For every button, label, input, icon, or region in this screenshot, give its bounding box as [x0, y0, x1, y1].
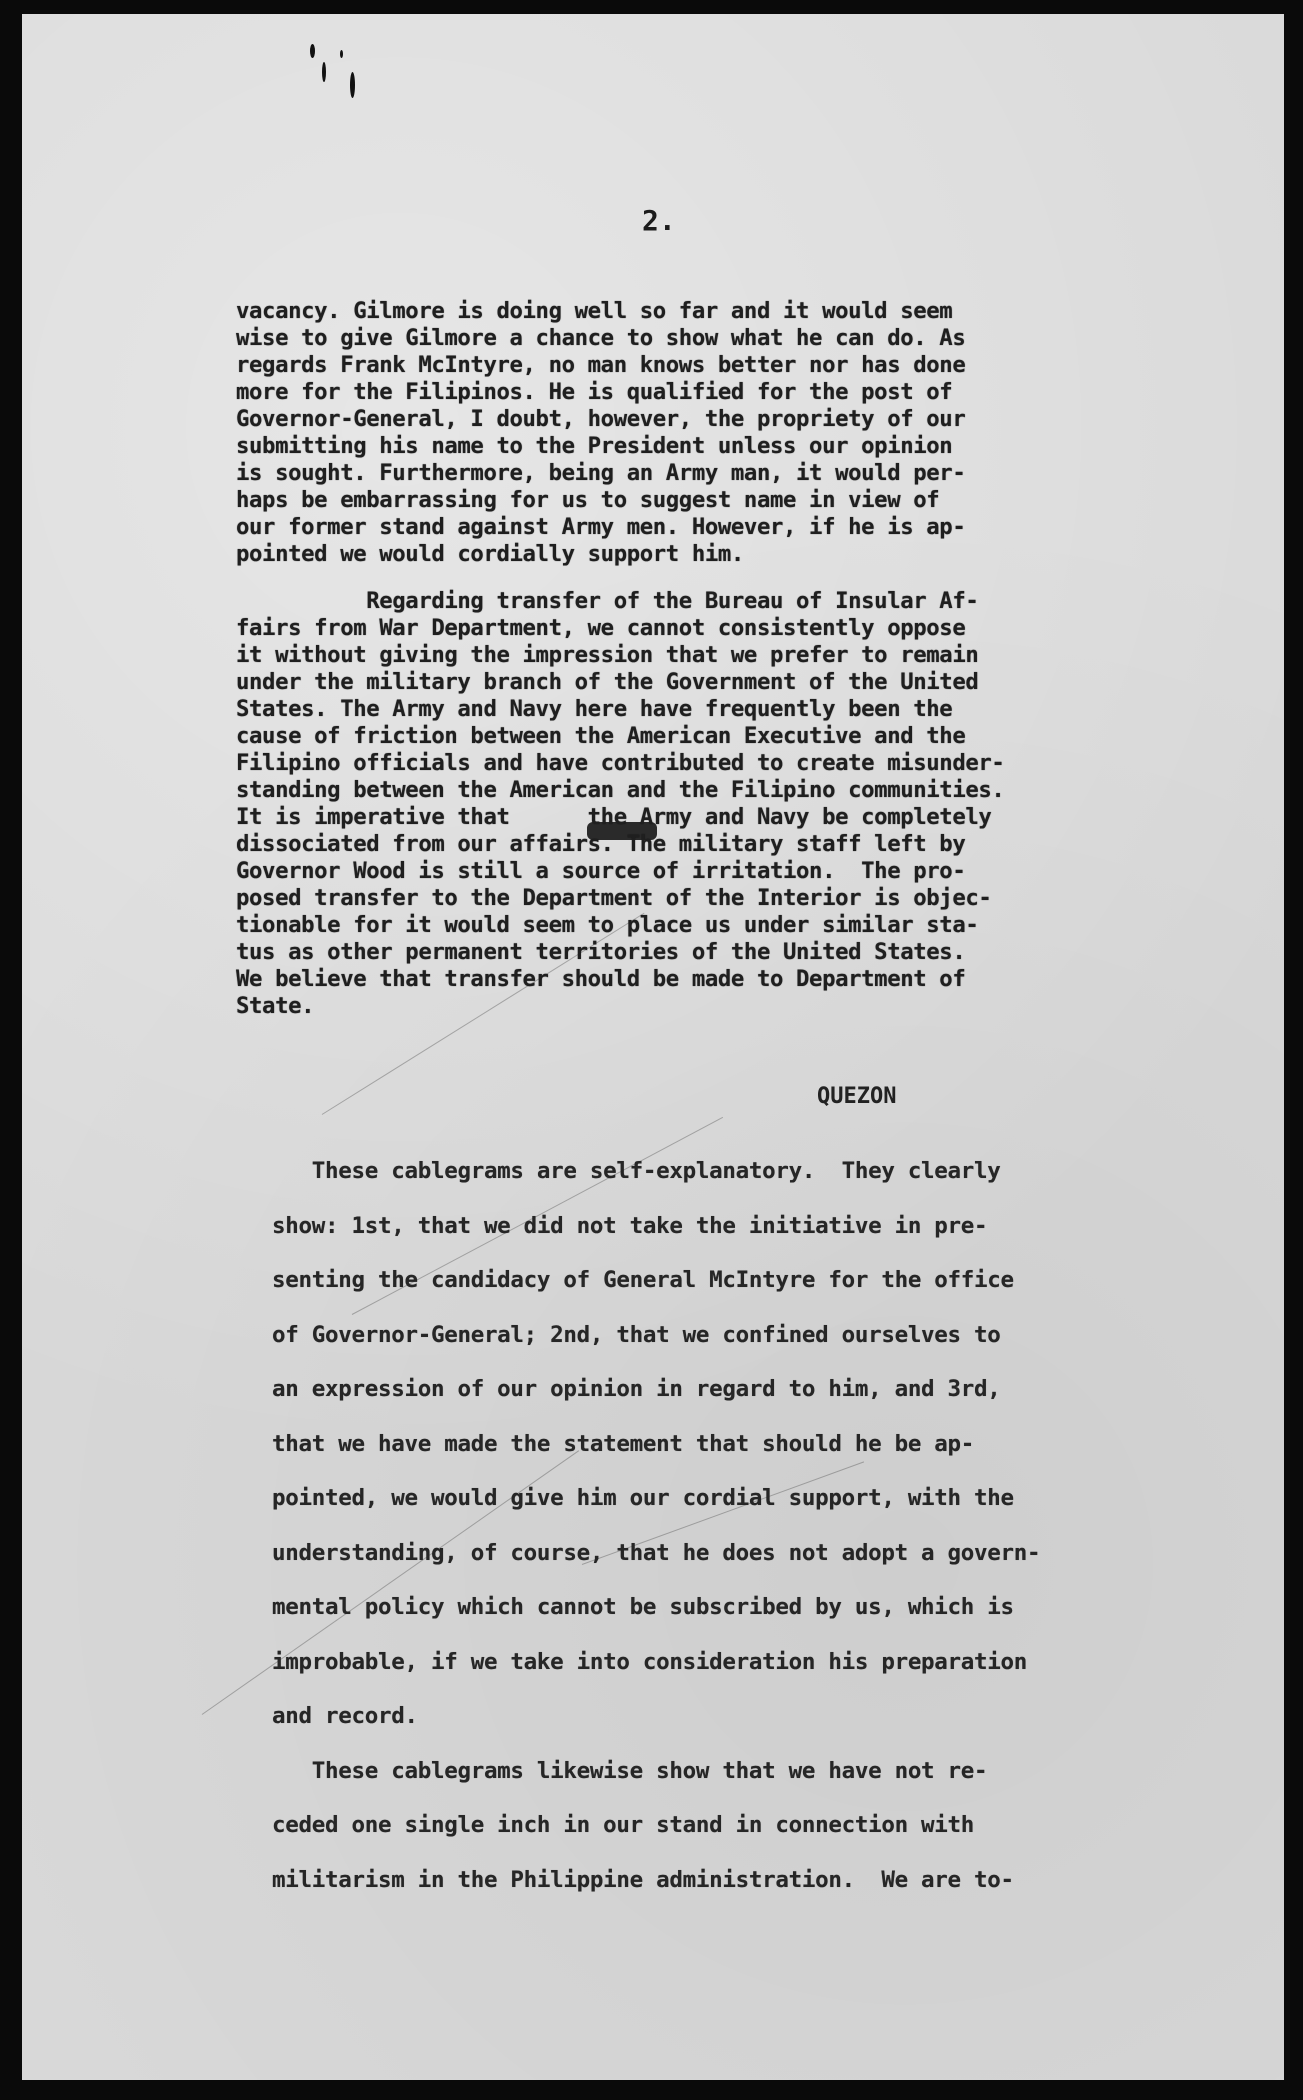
cable-line: more for the Filipinos. He is qualified for the post of	[236, 379, 953, 405]
ink-smudge	[310, 44, 315, 58]
cable-line: cause of friction between the American Executive and the	[236, 723, 966, 749]
page-number: 2.	[642, 204, 676, 237]
body-line: understanding, of course, that he does not adopt a govern-	[272, 1539, 1041, 1566]
document-page	[22, 14, 1284, 2080]
body-line: that we have made the statement that should he be ap-	[272, 1430, 975, 1457]
body-line: of Governor-General; 2nd, that we confined ourselves to	[272, 1321, 1001, 1348]
cable-line: State.	[236, 993, 315, 1019]
body-line: improbable, if we take into consideration his preparation	[272, 1648, 1028, 1675]
body-line: and record.	[272, 1703, 418, 1729]
cable-line: haps be embarrassing for us to suggest name in view of	[236, 487, 940, 513]
cable-line: Regarding transfer of the Bureau of Insular Af-	[236, 588, 979, 614]
cable-line: It is imperative that the Army and Navy be completely	[236, 804, 992, 830]
cable-line: tus as other permanent territories of the United States.	[236, 939, 966, 965]
cablegram-text	[236, 298, 1156, 1020]
cable-line: is sought. Furthermore, being an Army man, it would per-	[236, 460, 966, 486]
cable-line: pointed we would cordially support him.	[236, 541, 744, 567]
body-line: pointed, we would give him our cordial support, with the	[272, 1485, 1014, 1511]
ink-smudge	[340, 50, 343, 58]
body-line: senting the candidacy of General McIntyre for the office	[272, 1267, 1014, 1293]
cable-line: Governor-General, I doubt, however, the propriety of our	[236, 406, 966, 432]
body-line: mental policy which cannot be subscribed by us, which is	[272, 1594, 1014, 1620]
cable-line: Filipino officials and have contributed to create misunder-	[236, 750, 1005, 776]
body-line: an expression of our opinion in regard to him, and 3rd,	[272, 1376, 1001, 1402]
ink-smudge	[322, 62, 326, 82]
signature: QUEZON	[817, 1084, 897, 1109]
cable-line: vacancy. Gilmore is doing well so far and it would seem	[236, 298, 953, 324]
body-line: militarism in the Philippine administration. We are to-	[272, 1866, 1014, 1893]
ink-smudge	[350, 72, 355, 98]
paragraph-gap	[236, 568, 1156, 588]
body-line: ceded one single inch in our stand in connection with	[272, 1812, 975, 1838]
cable-line: our former stand against Army men. However, if he is ap-	[236, 514, 966, 540]
cable-line: regards Frank McIntyre, no man knows better nor has done	[236, 352, 966, 378]
cable-line: it without giving the impression that we prefer to remain	[236, 642, 979, 668]
cable-line: wise to give Gilmore a chance to show what he can do. As	[236, 325, 966, 351]
cable-line: submitting his name to the President unless our opinion	[236, 433, 953, 459]
commentary-text	[272, 1144, 1172, 1907]
body-line: These cablegrams are self-explanatory. They clearly	[272, 1158, 1001, 1184]
cable-line: fairs from War Department, we cannot consistently oppose	[236, 615, 966, 641]
cable-line: standing between the American and the Filipino communities.	[236, 777, 1005, 803]
cable-line: tionable for it would seem to place us under similar sta-	[236, 912, 979, 938]
body-line: These cablegrams likewise show that we have not re-	[272, 1757, 988, 1784]
cable-line: under the military branch of the Government of the United	[236, 669, 979, 695]
cable-line: States. The Army and Navy here have frequently been the	[236, 696, 953, 722]
cable-line: posed transfer to the Department of the Interior is objec-	[236, 885, 992, 911]
cable-line: dissociated from our affairs. The military staff left by	[236, 831, 966, 857]
body-line: show: 1st, that we did not take the initiative in pre-	[272, 1212, 988, 1239]
cable-line: Governor Wood is still a source of irritation. The pro-	[236, 858, 966, 884]
cable-line: We believe that transfer should be made to Department of	[236, 966, 966, 992]
